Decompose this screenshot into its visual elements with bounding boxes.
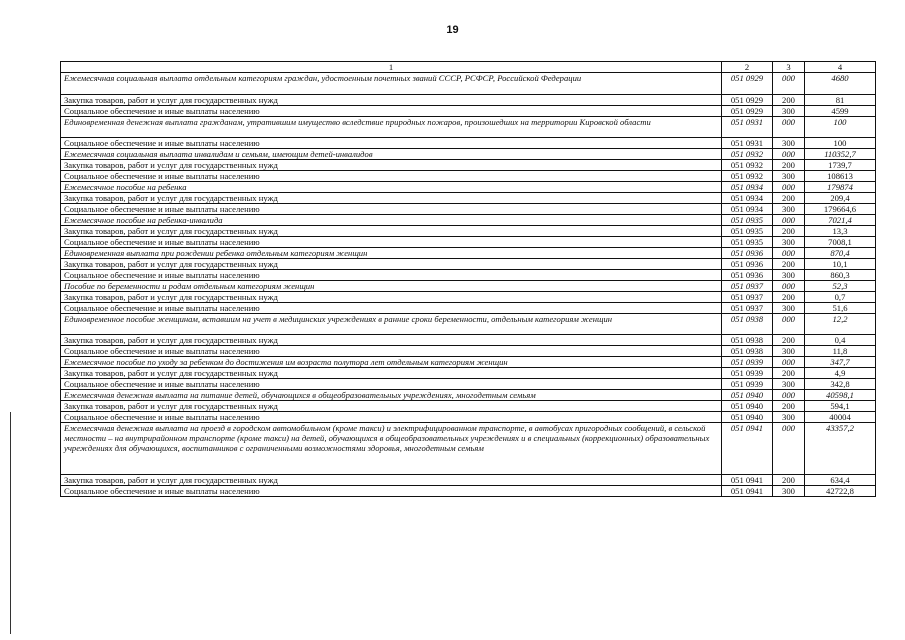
table-row (61, 182, 876, 193)
table-row (61, 379, 876, 390)
row-value-cell: 594,1 (805, 401, 876, 412)
table-row (61, 215, 876, 226)
table-row (61, 335, 876, 346)
row-type-cell: 000 (773, 390, 805, 401)
table-row (61, 368, 876, 379)
row-value-cell: 0,4 (805, 335, 876, 346)
row-value-cell: 634,4 (805, 475, 876, 486)
row-type-cell: 000 (773, 423, 805, 475)
row-name-cell: Ежемесячная денежная выплата на питание детей, обучающихся в общеобразовательных учреждениях, многодетным семьям (61, 390, 722, 401)
row-type-cell: 300 (773, 204, 805, 215)
row-name-cell: Социальное обеспечение и иные выплаты населению (61, 412, 722, 423)
row-name-cell: Социальное обеспечение и иные выплаты населению (61, 204, 722, 215)
row-name-cell: Ежемесячная социальная выплата инвалидам и семьям, имеющим детей-инвалидов (61, 149, 722, 160)
row-name-cell: Ежемесячное пособие по уходу за ребенком до достижения им возраста полутора лет отдельным категориям женщин (61, 357, 722, 368)
row-value-cell: 110352,7 (805, 149, 876, 160)
row-code-cell: 051 0931 (722, 117, 773, 138)
row-value-cell: 4599 (805, 106, 876, 117)
row-name-cell: Ежемесячная социальная выплата отдельным категориям граждан, удостоенным почетных званий СССР, РСФСР, Российской Федерации (61, 73, 722, 95)
page-number: 19 (446, 24, 459, 36)
table-row (61, 423, 876, 475)
row-code-cell: 051 0941 (722, 475, 773, 486)
row-value-cell: 10,1 (805, 259, 876, 270)
row-code-cell: 051 0937 (722, 292, 773, 303)
row-type-cell: 300 (773, 106, 805, 117)
margin-rule (10, 412, 11, 634)
table-row (61, 237, 876, 248)
table-row (61, 281, 876, 292)
table-row (61, 193, 876, 204)
row-value-cell: 11,8 (805, 346, 876, 357)
row-code-cell: 051 0939 (722, 368, 773, 379)
row-name-cell: Социальное обеспечение и иные выплаты населению (61, 379, 722, 390)
row-name-cell: Социальное обеспечение и иные выплаты населению (61, 346, 722, 357)
row-code-cell: 051 0935 (722, 237, 773, 248)
table-row (61, 412, 876, 423)
row-type-cell: 200 (773, 259, 805, 270)
row-value-cell: 347,7 (805, 357, 876, 368)
row-code-cell: 051 0934 (722, 182, 773, 193)
row-type-cell: 200 (773, 226, 805, 237)
row-type-cell: 000 (773, 314, 805, 335)
header-col-1: 1 (61, 62, 722, 73)
row-value-cell: 100 (805, 138, 876, 149)
table-row (61, 160, 876, 171)
row-value-cell: 51,6 (805, 303, 876, 314)
row-value-cell: 7008,1 (805, 237, 876, 248)
row-code-cell: 051 0929 (722, 73, 773, 95)
row-value-cell: 42722,8 (805, 486, 876, 497)
table-row (61, 73, 876, 95)
row-code-cell: 051 0936 (722, 259, 773, 270)
row-code-cell: 051 0940 (722, 390, 773, 401)
row-name-cell: Закупка товаров, работ и услуг для государственных нужд (61, 292, 722, 303)
budget-table (60, 61, 876, 497)
row-code-cell: 051 0932 (722, 160, 773, 171)
header-col-4: 4 (805, 62, 876, 73)
row-value-cell: 108613 (805, 171, 876, 182)
table-row (61, 95, 876, 106)
table-row (61, 204, 876, 215)
row-name-cell: Ежемесячное пособие на ребенка (61, 182, 722, 193)
table-row (61, 117, 876, 138)
row-name-cell: Закупка товаров, работ и услуг для государственных нужд (61, 368, 722, 379)
row-code-cell: 051 0941 (722, 486, 773, 497)
row-code-cell: 051 0932 (722, 149, 773, 160)
row-code-cell: 051 0937 (722, 281, 773, 292)
row-code-cell: 051 0935 (722, 215, 773, 226)
row-value-cell: 40598,1 (805, 390, 876, 401)
row-code-cell: 051 0940 (722, 401, 773, 412)
row-code-cell: 051 0936 (722, 270, 773, 281)
row-type-cell: 300 (773, 412, 805, 423)
row-code-cell: 051 0935 (722, 226, 773, 237)
row-code-cell: 051 0939 (722, 379, 773, 390)
row-code-cell: 051 0938 (722, 335, 773, 346)
row-name-cell: Единовременная выплата при рождении ребенка отдельным категориям женщин (61, 248, 722, 259)
row-type-cell: 200 (773, 335, 805, 346)
row-type-cell: 300 (773, 270, 805, 281)
table-row (61, 171, 876, 182)
row-value-cell: 1739,7 (805, 160, 876, 171)
table-row (61, 248, 876, 259)
table-row (61, 138, 876, 149)
table-row (61, 259, 876, 270)
row-type-cell: 200 (773, 160, 805, 171)
table-header-row (61, 62, 876, 73)
row-type-cell: 200 (773, 292, 805, 303)
table-row (61, 401, 876, 412)
row-code-cell: 051 0940 (722, 412, 773, 423)
table-row (61, 106, 876, 117)
row-name-cell: Ежемесячное пособие на ребенка-инвалида (61, 215, 722, 226)
table-row (61, 475, 876, 486)
row-name-cell: Закупка товаров, работ и услуг для государственных нужд (61, 259, 722, 270)
row-type-cell: 000 (773, 248, 805, 259)
row-name-cell: Закупка товаров, работ и услуг для государственных нужд (61, 193, 722, 204)
row-type-cell: 300 (773, 171, 805, 182)
row-name-cell: Социальное обеспечение и иные выплаты населению (61, 171, 722, 182)
row-value-cell: 100 (805, 117, 876, 138)
row-value-cell: 7021,4 (805, 215, 876, 226)
row-value-cell: 4680 (805, 73, 876, 95)
row-code-cell: 051 0934 (722, 193, 773, 204)
row-name-cell: Единовременное пособие женщинам, вставшим на учет в медицинских учреждениях в ранние сроки беременности, отдельным категориям женщин (61, 314, 722, 335)
row-type-cell: 300 (773, 379, 805, 390)
row-value-cell: 43357,2 (805, 423, 876, 475)
row-code-cell: 051 0929 (722, 106, 773, 117)
row-code-cell: 051 0936 (722, 248, 773, 259)
table-row (61, 149, 876, 160)
table-row (61, 292, 876, 303)
row-name-cell: Ежемесячная денежная выплата на проезд в городском автомобильном (кроме такси) и электрифицированном транспорте, в автобусах пригородных сообщений, в сельской местности – на внутрирайонном транспорте (кроме такси) на детей, обучающихся в общеобразовательных учреждениях и в специальных (коррекционных) образовательных учреждениях для обучающихся, воспитанников с ограниченными возможностями здоровья, многодетным семьям (61, 423, 722, 475)
table-row (61, 357, 876, 368)
row-name-cell: Закупка товаров, работ и услуг для государственных нужд (61, 160, 722, 171)
row-value-cell: 179874 (805, 182, 876, 193)
table-row (61, 486, 876, 497)
row-type-cell: 200 (773, 95, 805, 106)
row-code-cell: 051 0938 (722, 346, 773, 357)
row-code-cell: 051 0931 (722, 138, 773, 149)
row-type-cell: 000 (773, 281, 805, 292)
row-value-cell: 209,4 (805, 193, 876, 204)
row-name-cell: Социальное обеспечение и иные выплаты населению (61, 237, 722, 248)
row-type-cell: 000 (773, 149, 805, 160)
row-code-cell: 051 0937 (722, 303, 773, 314)
row-value-cell: 179664,6 (805, 204, 876, 215)
row-type-cell: 300 (773, 138, 805, 149)
row-name-cell: Единовременная денежная выплата гражданам, утратившим имущество вследствие природных пожаров, произошедших на территории Кировской области (61, 117, 722, 138)
row-code-cell: 051 0941 (722, 423, 773, 475)
row-code-cell: 051 0932 (722, 171, 773, 182)
row-type-cell: 000 (773, 117, 805, 138)
row-value-cell: 52,3 (805, 281, 876, 292)
row-type-cell: 000 (773, 182, 805, 193)
row-name-cell: Социальное обеспечение и иные выплаты населению (61, 486, 722, 497)
row-value-cell: 860,3 (805, 270, 876, 281)
row-type-cell: 200 (773, 193, 805, 204)
table-row (61, 226, 876, 237)
row-type-cell: 200 (773, 401, 805, 412)
row-type-cell: 000 (773, 357, 805, 368)
row-name-cell: Социальное обеспечение и иные выплаты населению (61, 303, 722, 314)
row-value-cell: 13,3 (805, 226, 876, 237)
row-type-cell: 300 (773, 486, 805, 497)
table-row (61, 314, 876, 335)
row-name-cell: Закупка товаров, работ и услуг для государственных нужд (61, 475, 722, 486)
row-name-cell: Закупка товаров, работ и услуг для государственных нужд (61, 226, 722, 237)
table-row (61, 346, 876, 357)
row-code-cell: 051 0929 (722, 95, 773, 106)
row-value-cell: 342,8 (805, 379, 876, 390)
row-name-cell: Социальное обеспечение и иные выплаты населению (61, 138, 722, 149)
row-value-cell: 81 (805, 95, 876, 106)
row-value-cell: 40004 (805, 412, 876, 423)
table-row (61, 390, 876, 401)
row-type-cell: 300 (773, 346, 805, 357)
row-name-cell: Закупка товаров, работ и услуг для государственных нужд (61, 95, 722, 106)
table-row (61, 270, 876, 281)
header-col-3: 3 (773, 62, 805, 73)
row-name-cell: Закупка товаров, работ и услуг для государственных нужд (61, 335, 722, 346)
row-name-cell: Социальное обеспечение и иные выплаты населению (61, 106, 722, 117)
row-value-cell: 12,2 (805, 314, 876, 335)
row-type-cell: 000 (773, 73, 805, 95)
row-name-cell: Пособие по беременности и родам отдельным категориям женщин (61, 281, 722, 292)
row-code-cell: 051 0934 (722, 204, 773, 215)
table-row (61, 303, 876, 314)
row-code-cell: 051 0938 (722, 314, 773, 335)
header-col-2: 2 (722, 62, 773, 73)
row-value-cell: 870,4 (805, 248, 876, 259)
row-name-cell: Социальное обеспечение и иные выплаты населению (61, 270, 722, 281)
row-type-cell: 200 (773, 368, 805, 379)
row-type-cell: 000 (773, 215, 805, 226)
row-type-cell: 300 (773, 303, 805, 314)
row-type-cell: 300 (773, 237, 805, 248)
row-name-cell: Закупка товаров, работ и услуг для государственных нужд (61, 401, 722, 412)
row-code-cell: 051 0939 (722, 357, 773, 368)
row-value-cell: 4,9 (805, 368, 876, 379)
row-value-cell: 0,7 (805, 292, 876, 303)
row-type-cell: 200 (773, 475, 805, 486)
